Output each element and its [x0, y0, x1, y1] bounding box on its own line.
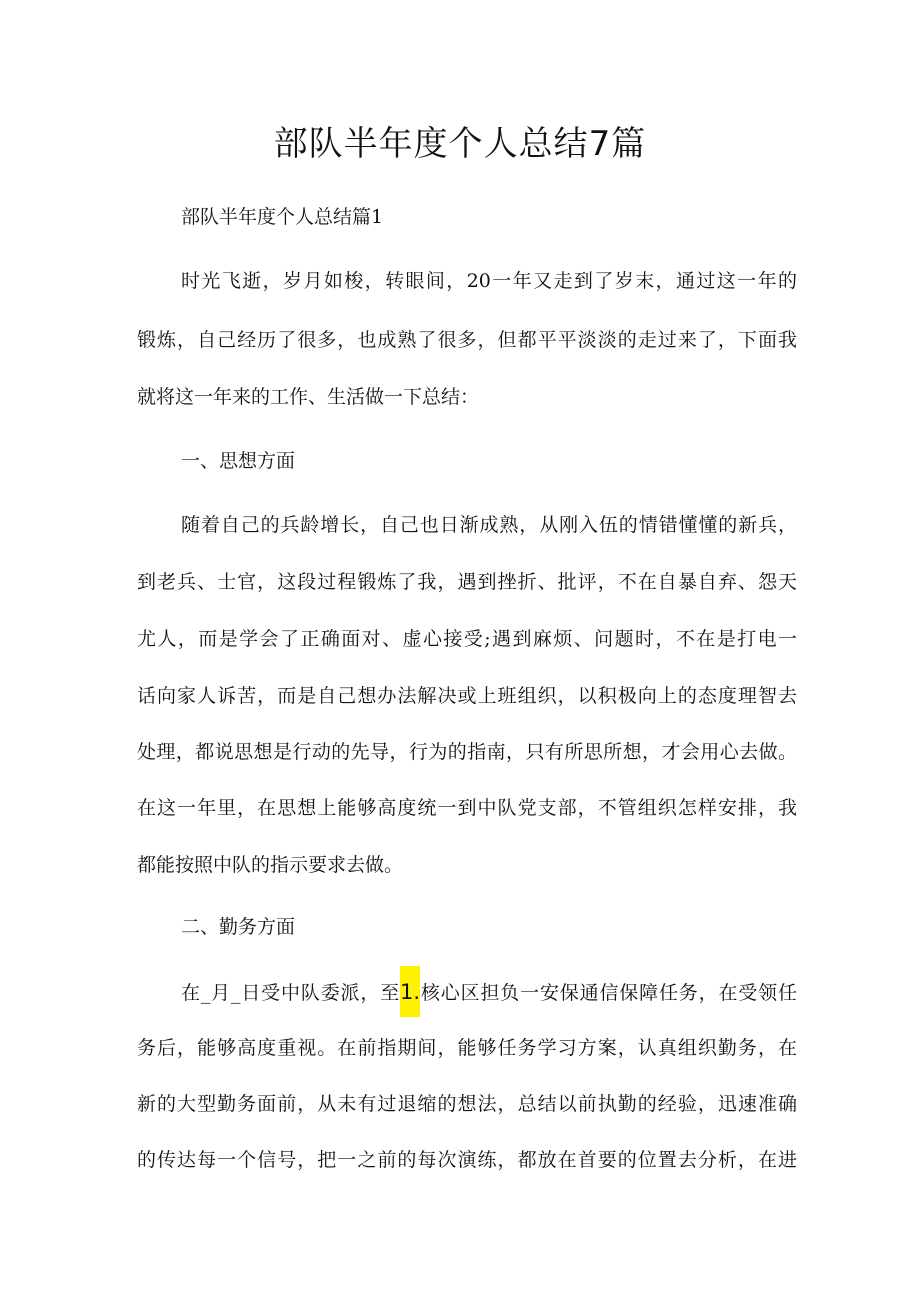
line-text: 在_月_日受中队委派，至 [181, 982, 401, 1004]
paragraph-line: 在这一年里，在思想上能够高度统一到中队党支部，不管组织怎样安排，我 [137, 797, 797, 819]
paragraph-line: 锻炼，自己经历了很多，也成熟了很多，但都平平淡淡的走过来了，下面我 [137, 329, 797, 351]
paragraph-line: 务后，能够高度重视。在前指期间，能够任务学习方案，认真组织勤务，在 [137, 1037, 797, 1059]
paragraph-line: 就将这一年来的工作、生活做一下总结： [137, 386, 480, 408]
section-subtitle: 部队半年度个人总结篇1 [181, 206, 384, 228]
paragraph-line: 时光飞逝，岁月如梭，转眼间，20一年又走到了岁末，通过这一年的 [181, 270, 797, 292]
paragraph-line [181, 978, 797, 1007]
section-heading: 一、思想方面 [181, 450, 296, 472]
section-heading: 二、勤务方面 [181, 916, 296, 938]
paragraph-line: 处理，都说思想是行动的先导，行为的指南，只有所思所想，才会用心去做。 [137, 741, 797, 763]
paragraph-line: 都能按照中队的指示要求去做。 [137, 854, 404, 876]
paragraph-line: 话向家人诉苦，而是自己想办法解决或上班组织，以积极向上的态度理智去 [137, 685, 797, 707]
paragraph-line: 新的大型勤务面前，从未有过退缩的想法，总结以前执勤的经验，迅速准确 [137, 1093, 797, 1115]
document-title: 部队半年度个人总结7篇 [273, 124, 647, 164]
paragraph-line: 的传达每一个信号，把一之前的每次演练，都放在首要的位置去分析，在进 [137, 1149, 797, 1171]
line-text: 核心区担负一安保通信保障任务，在受领任 [420, 982, 797, 1004]
paragraph-line: 随着自己的兵龄增长，自己也日渐成熟，从刚入伍的情错懂懂的新兵， [181, 514, 797, 536]
highlighted-text: 1. [400, 966, 420, 1017]
paragraph-line: 到老兵、士官，这段过程锻炼了我，遇到挫折、批评，不在自暴自弃、怨天 [137, 571, 797, 593]
paragraph-line: 尤人，而是学会了正确面对、虚心接受;遇到麻烦、问题时，不在是打电一 [137, 628, 797, 650]
